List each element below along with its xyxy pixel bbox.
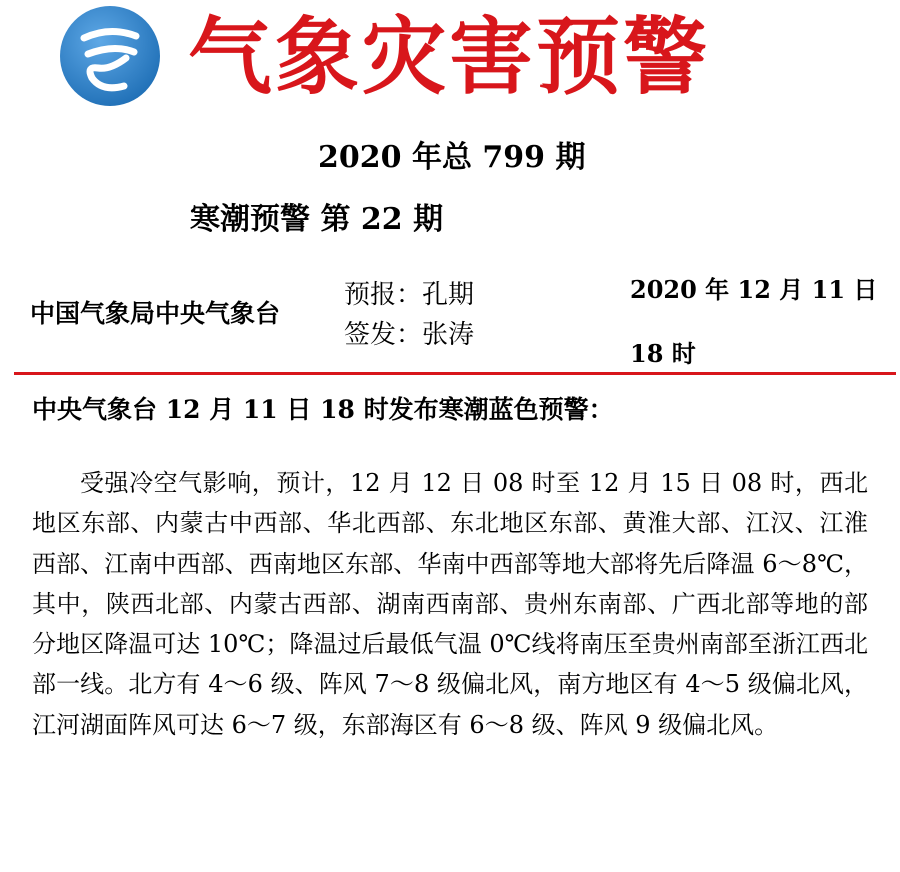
- issuer-name: 签发：张涛: [344, 320, 475, 350]
- issue-total-number: 2020 年总 799 期: [318, 140, 586, 175]
- meteorological-logo-icon: [58, 4, 162, 108]
- header-divider: [14, 372, 896, 375]
- publish-date: 2020 年 12 月 11 日 18 时: [630, 275, 878, 368]
- forecaster-name: 预报：孔期: [344, 280, 475, 310]
- issuing-agency: 中国气象局中央气象台: [30, 299, 281, 328]
- issue-sub-number: 寒潮预警 第 22 期: [190, 202, 444, 237]
- warning-body: 受强冷空气影响，预计，12 月 12 日 08 时至 12 月 15 日 08 时，西北地区东部、内蒙古中西部、华北西部、东北地区东部、黄淮大部、江汉、江淮西部、江南中西部、西南地区东部、华南中西部等地大部将先后降温 6～8℃，其中，陕西北部、内蒙古西部、湖南西南部、贵州东南部、广西北部等地的部分地区降温可达 10℃；降温过后最低气温 0℃线将南压至贵州南部至浙江西北部一线。北方有 4～6 级、阵风 7～8 级偏北风，南方地区有 4～5 级偏北风，江河湖面阵风可达 6～7 级，东部海区有 6～8 级、阵风 9 级偏北风。: [32, 469, 868, 739]
- warning-headline: 中央气象台 12 月 11 日 18 时发布寒潮蓝色预警：: [32, 395, 614, 424]
- page-title: 气象灾害预警: [188, 8, 711, 106]
